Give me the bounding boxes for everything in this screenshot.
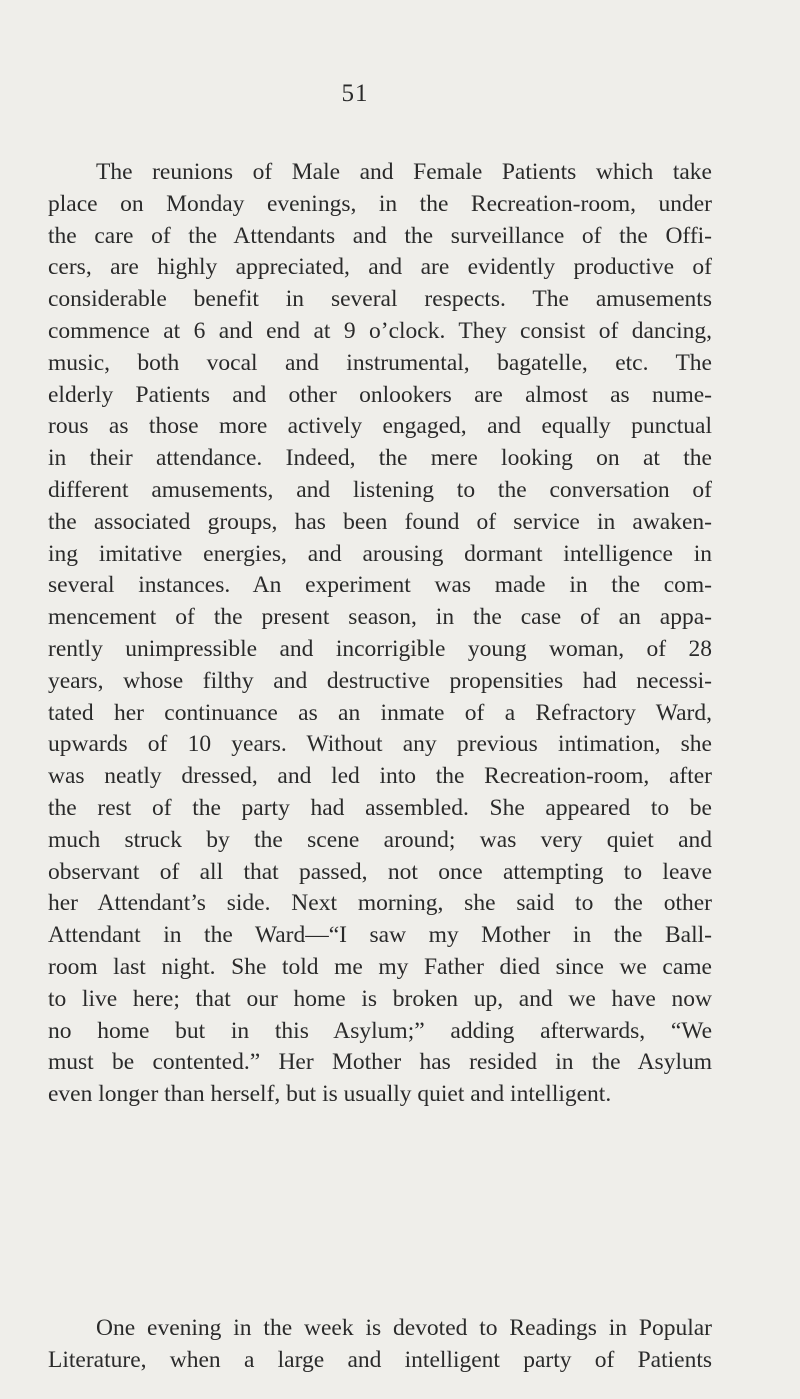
text-line: cers, are highly appreciated, and are evidently productive of — [48, 254, 712, 281]
page-number: 51 — [341, 80, 369, 107]
text-line: One evening in the week is devoted to Readings in Popular — [96, 1315, 712, 1341]
text-line: The reunions of Male and Female Patients which take — [96, 159, 712, 185]
text-line: must be contented.” Her Mother has resided in the Asylum — [48, 1049, 712, 1076]
text-line: Attendant in the Ward—“I saw my Mother in the Ball- — [48, 922, 712, 949]
text-line: ing imitative energies, and arousing dormant intelligence in — [48, 540, 712, 567]
text-line: music, both vocal and instrumental, bagatelle, etc. The — [48, 349, 712, 376]
text-line: rently unimpressible and incorrigible young woman, of 28 — [48, 635, 712, 662]
text-line: upwards of 10 years. Without any previous intimation, she — [48, 731, 712, 758]
text-line: rous as those more actively engaged, and equally punctual — [48, 413, 712, 440]
text-line: to live here; that our home is broken up, and we have now — [48, 985, 712, 1012]
text-line: observant of all that passed, not once attempting to leave — [48, 858, 712, 885]
text-line: several instances. An experiment was made in the com- — [48, 572, 712, 599]
text-line: her Attendant’s side. Next morning, she said to the other — [48, 890, 712, 917]
text-line: place on Monday evenings, in the Recreation-room, under — [48, 190, 712, 217]
text-line: room last night. She told me my Father died since we came — [48, 953, 712, 980]
text-line: was neatly dressed, and led into the Recreation-room, after — [48, 763, 712, 790]
text-line: the care of the Attendants and the surveillance of the Offi- — [48, 222, 712, 249]
text-line: tated her continuance as an inmate of a Refractory Ward, — [48, 699, 712, 726]
text-line: years, whose filthy and destructive propensities had necessi- — [48, 667, 712, 694]
text-line: the rest of the party had assembled. She appeared to be — [48, 794, 712, 821]
text-line: different amusements, and listening to the conversation of — [48, 476, 712, 503]
text-line: commence at 6 and end at 9 o’clock. They consist of dancing, — [48, 317, 712, 344]
text-line: elderly Patients and other onlookers are almost as nume- — [48, 381, 712, 408]
text-line: considerable benefit in several respects. The amusements — [48, 286, 712, 313]
text-line: mencement of the present season, in the case of an appa- — [48, 604, 712, 631]
text-line: the associated groups, has been found of service in awaken- — [48, 508, 712, 535]
text-line: much struck by the scene around; was very quiet and — [48, 826, 712, 853]
paragraph-reunions — [48, 157, 712, 1111]
text-line: Literature, when a large and intelligent party of Patients — [48, 1346, 712, 1373]
text-line: in their attendance. Indeed, the mere looking on at the — [48, 445, 712, 472]
paragraph-readings — [48, 1313, 712, 1377]
text-line: no home but in this Asylum;” adding afterwards, “We — [48, 1017, 712, 1044]
text-line: even longer than herself, but is usually quiet and intelligent. — [48, 1081, 612, 1108]
